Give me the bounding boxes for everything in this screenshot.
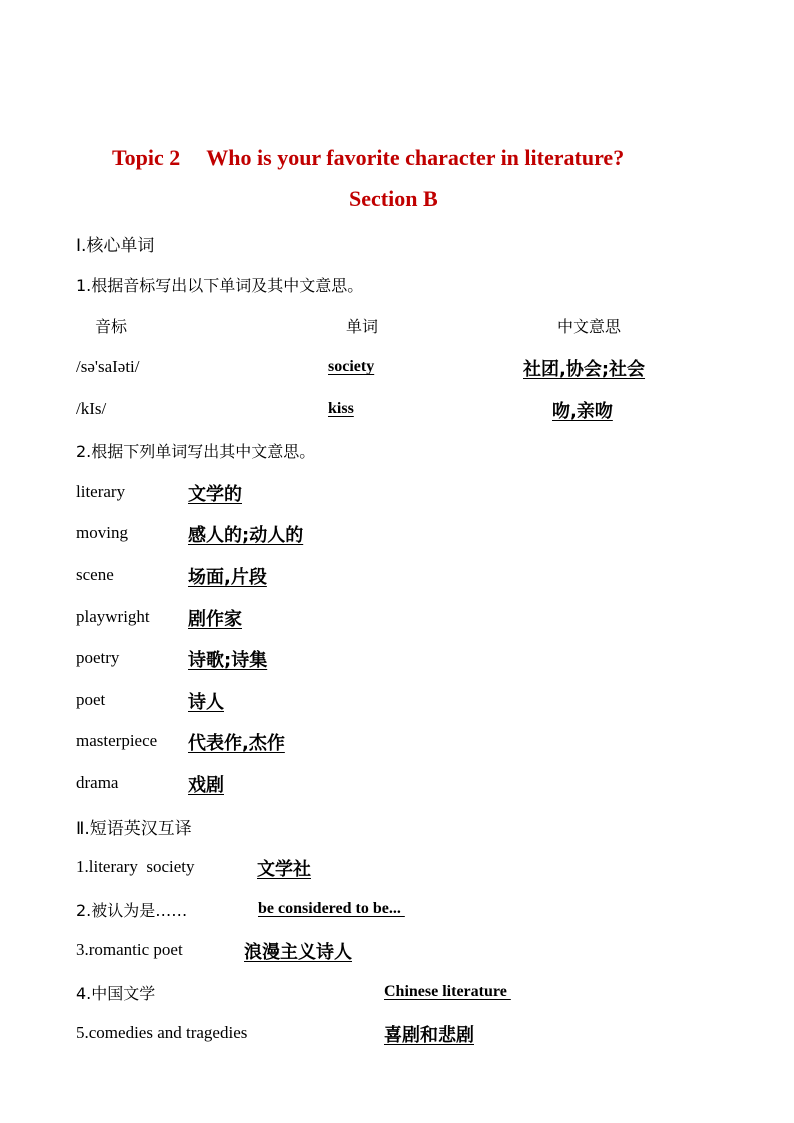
phrase-answer-5: 喜剧和悲剧 — [384, 1025, 474, 1046]
vocab-word-2: moving — [76, 523, 128, 542]
page-title — [112, 145, 624, 171]
section2-heading: Ⅱ.短语英汉互译 — [76, 819, 192, 839]
vocab-word-8: drama — [76, 773, 119, 792]
vocab-answer-4: 剧作家 — [188, 609, 242, 630]
answer-meaning-1: 社团,协会;社会 — [523, 359, 646, 380]
header-word: 单词 — [346, 317, 379, 336]
phrase-prompt-1: 1.literary society — [76, 857, 195, 876]
part1-instruction: 1.根据音标写出以下单词及其中文意思。 — [76, 276, 364, 295]
vocab-word-1: literary — [76, 482, 126, 501]
vocab-answer-8: 戏剧 — [188, 775, 224, 796]
answer-meaning-2: 吻,亲吻 — [552, 401, 613, 422]
phonetic-1: /sə'saIəti/ — [76, 357, 140, 376]
section1-heading: Ⅰ.核心单词 — [76, 236, 155, 256]
phrase-answer-2: be considered to be... — [258, 900, 405, 917]
vocab-word-5: poetry — [76, 648, 120, 667]
page-subtitle: Section B — [349, 186, 438, 211]
vocab-word-4: playwright — [76, 607, 150, 626]
phonetic-2: /kIs/ — [76, 399, 107, 418]
vocab-answer-5: 诗歌;诗集 — [188, 650, 268, 671]
vocab-answer-6: 诗人 — [188, 692, 224, 713]
vocab-answer-3: 场面,片段 — [188, 567, 267, 588]
phrase-answer-3: 浪漫主义诗人 — [244, 942, 352, 963]
vocab-answer-7: 代表作,杰作 — [188, 733, 285, 754]
phrase-prompt-5: 5.comedies and tragedies — [76, 1023, 248, 1042]
phrase-prompt-2: 2.被认为是…… — [76, 901, 188, 920]
title-topic: Topic 2 — [112, 145, 181, 170]
vocab-answer-1: 文学的 — [188, 484, 242, 505]
answer-word-1: society — [328, 358, 375, 375]
phrase-prompt-4: 4.中国文学 — [76, 984, 156, 1003]
phrase-answer-4: Chinese literature — [384, 983, 511, 1000]
header-phonetic: 音标 — [95, 317, 128, 336]
vocab-word-7: masterpiece — [76, 731, 158, 750]
part2-instruction: 2.根据下列单词写出其中文意思。 — [76, 442, 316, 461]
header-meaning: 中文意思 — [557, 317, 622, 336]
phrase-prompt-3: 3.romantic poet — [76, 940, 183, 959]
answer-word-2: kiss — [328, 400, 354, 417]
title-question: Who is your favorite character in literature? — [206, 145, 625, 170]
phrase-answer-1: 文学社 — [257, 859, 311, 880]
vocab-answer-2: 感人的;动人的 — [188, 525, 304, 546]
vocab-word-6: poet — [76, 690, 106, 709]
vocab-word-3: scene — [76, 565, 114, 584]
